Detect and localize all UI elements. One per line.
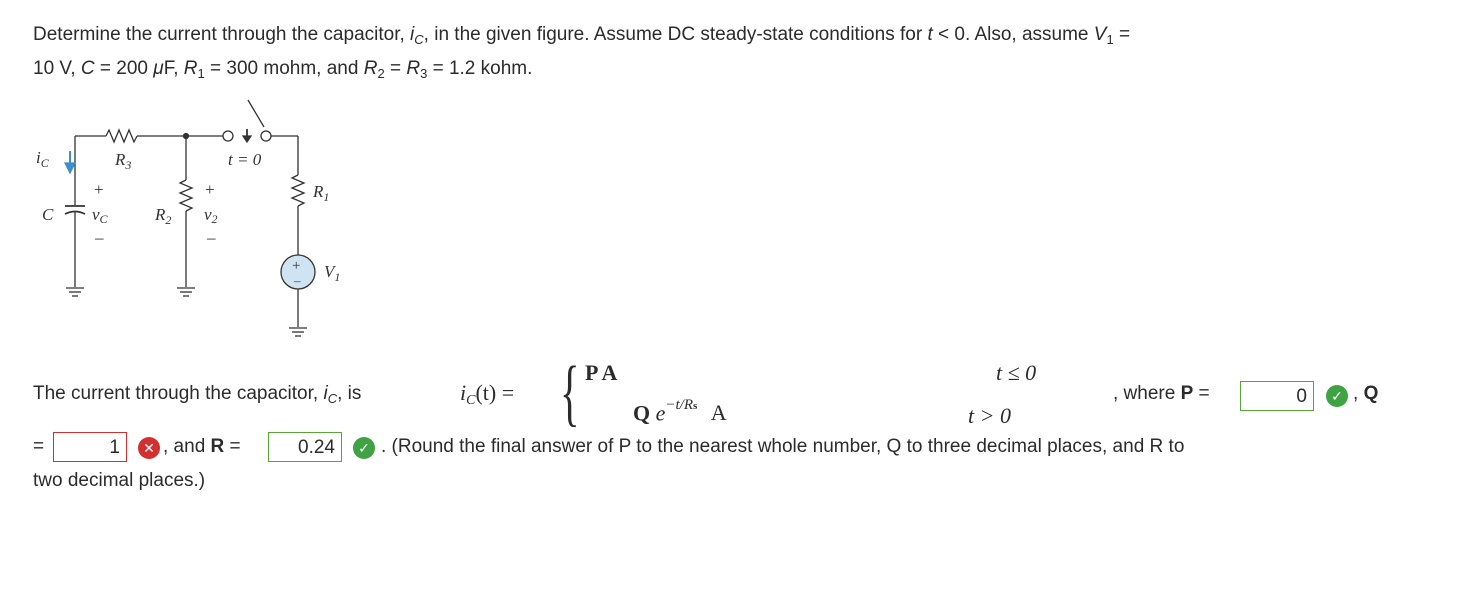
check-circle-icon: ✓ xyxy=(353,437,375,459)
vc-plus: + xyxy=(94,180,104,199)
c-symbol: C xyxy=(80,58,95,79)
problem-text: = 1.2 kohm. xyxy=(427,58,533,79)
piecewise-brace: { xyxy=(560,352,580,434)
problem-text: = 300 mohm, and xyxy=(204,58,364,79)
r1-symbol: R xyxy=(183,58,198,79)
q-label xyxy=(1353,383,1378,405)
problem-text: 10 V, xyxy=(33,58,81,79)
answer-text: , xyxy=(1353,383,1364,404)
problem-text: Determine the current through the capacitor, xyxy=(33,24,411,45)
ic-function xyxy=(460,380,514,409)
case1-expression: P A xyxy=(585,360,618,385)
ic-subscript: C xyxy=(327,391,338,406)
problem-line-1 xyxy=(33,24,1130,47)
exponent-subscript: s xyxy=(693,400,698,412)
t-symbol: t xyxy=(927,24,933,45)
function-arg: (t) = xyxy=(475,380,515,405)
r-label xyxy=(163,436,241,458)
p-answer-input[interactable]: 0 xyxy=(1240,381,1314,411)
ground-icon xyxy=(66,288,84,296)
vc-minus: – xyxy=(95,228,104,247)
e-symbol: e xyxy=(655,400,666,426)
where-p-label xyxy=(1113,383,1210,405)
q-symbol: Q xyxy=(1363,383,1379,404)
ground-icon xyxy=(177,288,195,296)
answer-text: The current through the capacitor, xyxy=(33,383,324,404)
r3-subscript: 3 xyxy=(420,66,428,81)
q-answer-input[interactable]: 1 xyxy=(53,432,127,462)
answer-text: , is xyxy=(337,383,362,404)
answer-intro xyxy=(33,383,361,406)
problem-text: , in the given figure. Assume DC steady-state conditions for xyxy=(423,24,928,45)
problem-text: F, xyxy=(163,58,184,79)
case2-condition: t > 0 xyxy=(968,403,1011,428)
ic-arrow-head xyxy=(65,163,75,173)
t0-label: t = 0 xyxy=(228,150,262,169)
rounding-instructions: . (Round the final answer of P to the nearest whole number, Q to three decimal places, and R to xyxy=(381,436,1185,457)
problem-text: = xyxy=(384,58,407,79)
ground-icon xyxy=(289,328,307,336)
vc-label: vC xyxy=(92,205,108,226)
r2-symbol: R xyxy=(363,58,378,79)
rounding-instructions-cont: two decimal places.) xyxy=(33,470,206,491)
source-plus: + xyxy=(292,258,301,274)
p-symbol: P xyxy=(1180,383,1194,404)
case2-expression xyxy=(633,397,727,426)
q-eq: = xyxy=(33,436,45,457)
v1-subscript: 1 xyxy=(1106,32,1114,47)
answer-text: = xyxy=(224,436,241,457)
answer-text: = xyxy=(1193,383,1210,404)
function-subscript: C xyxy=(466,393,476,408)
v1-symbol: V xyxy=(1093,24,1107,45)
problem-line-2 xyxy=(33,58,532,81)
r-symbol: R xyxy=(210,436,225,457)
r1-resistor xyxy=(292,175,304,206)
circuit-diagram xyxy=(28,95,368,345)
c-label: C xyxy=(42,205,54,224)
problem-text: = 200 xyxy=(94,58,154,79)
switch-arrow-head xyxy=(243,136,251,142)
r3-resistor xyxy=(106,130,137,142)
answer-text: , where xyxy=(1113,383,1181,404)
ic-subscript: C xyxy=(414,32,424,47)
r3-label: $R_3$ xyxy=(115,150,132,172)
function-symbol: i xyxy=(460,380,467,405)
case1-condition: t ≤ 0 xyxy=(996,360,1037,385)
mu-symbol: μ xyxy=(153,58,164,79)
answer-text: , and xyxy=(163,436,211,457)
r-answer-input[interactable]: 0.24 xyxy=(268,432,342,462)
q-symbol: Q xyxy=(633,400,651,426)
v2-minus: – xyxy=(207,228,216,247)
r3-symbol: R xyxy=(406,58,421,79)
v1-label: $V_1$ xyxy=(324,262,341,284)
unit-a: A xyxy=(710,400,727,426)
v2-plus: + xyxy=(205,180,215,199)
r2-label: $R_2$ xyxy=(155,205,172,227)
ic-symbol: i xyxy=(323,383,328,404)
r1-subscript: 1 xyxy=(197,66,205,81)
v2-label: v2 xyxy=(204,205,218,226)
x-circle-icon: ✕ xyxy=(138,437,160,459)
switch-terminal xyxy=(223,131,233,141)
r2-resistor xyxy=(180,180,192,211)
problem-text: < 0. Also, assume xyxy=(932,24,1094,45)
r1-label: $R_1$ xyxy=(313,182,330,204)
r2-subscript: 2 xyxy=(377,66,385,81)
check-circle-icon: ✓ xyxy=(1326,385,1348,407)
exponent: −t/R xyxy=(665,397,694,413)
switch-terminal xyxy=(261,131,271,141)
ic-symbol: i xyxy=(410,24,415,45)
switch-arm xyxy=(248,100,264,127)
ic-label: $i_C$ xyxy=(36,148,49,170)
source-minus: – xyxy=(294,273,301,288)
problem-text: = xyxy=(1113,24,1131,45)
